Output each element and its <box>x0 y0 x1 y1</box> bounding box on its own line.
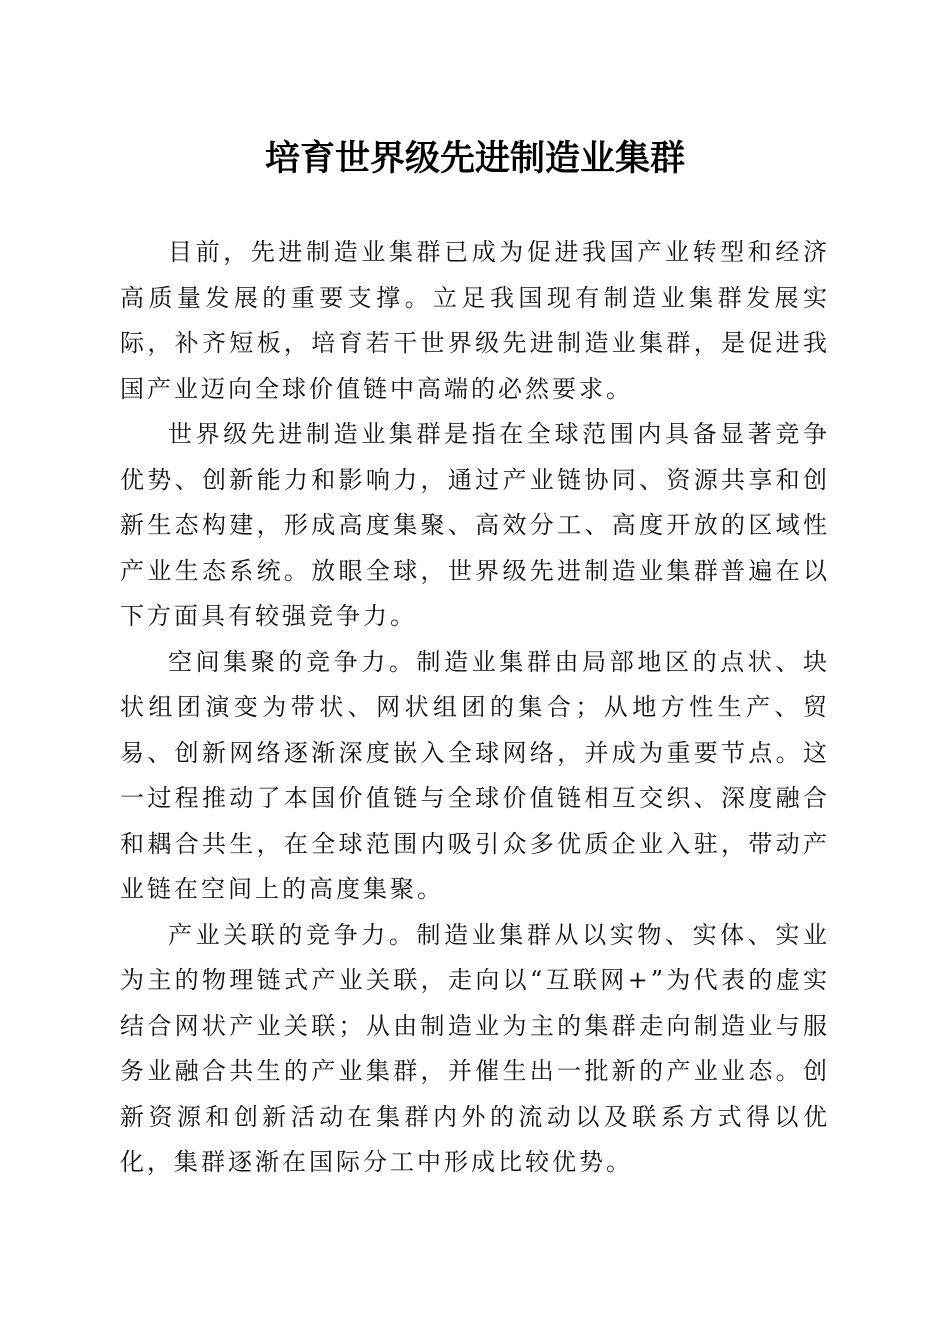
paragraph-1: 目前，先进制造业集群已成为促进我国产业转型和经济高质量发展的重要支撑。立足我国现有制造业集群发展实际，补齐短板，培育若干世界级先进制造业集群，是促进我国产业迈向全球价值链中高端的必然要求。 <box>120 238 830 403</box>
document-body <box>120 230 830 1186</box>
paragraph-4: 产业关联的竞争力。制造业集群从以实物、实体、实业为主的物理链式产业关联，走向以“互联网+”为代表的虚实结合网状产业关联；从由制造业为主的集群走向制造业与服务业融合共生的产业集群，并催生出一批新的产业业态。创新资源和创新活动在集群内外的流动以及联系方式得以优化，集群逐渐在国际分工中形成比较优势。 <box>120 920 830 1176</box>
paragraph-2: 世界级先进制造业集群是指在全球范围内具备显著竞争优势、创新能力和影响力，通过产业链协同、资源共享和创新生态构建，形成高度集聚、高效分工、高度开放的区域性产业生态系统。放眼全球，世界级先进制造业集群普遍在以下方面具有较强竞争力。 <box>120 420 830 630</box>
document-title: 培育世界级先进制造业集群 <box>264 138 685 179</box>
paragraph-3: 空间集聚的竞争力。制造业集群由局部地区的点状、块状组团演变为带状、网状组团的集合；从地方性生产、贸易、创新网络逐渐深度嵌入全球网络，并成为重要节点。这一过程推动了本国价值链与全球价值链相互交织、深度融合和耦合共生，在全球范围内吸引众多优质企业入驻，带动产业链在空间上的高度集聚。 <box>120 647 830 903</box>
